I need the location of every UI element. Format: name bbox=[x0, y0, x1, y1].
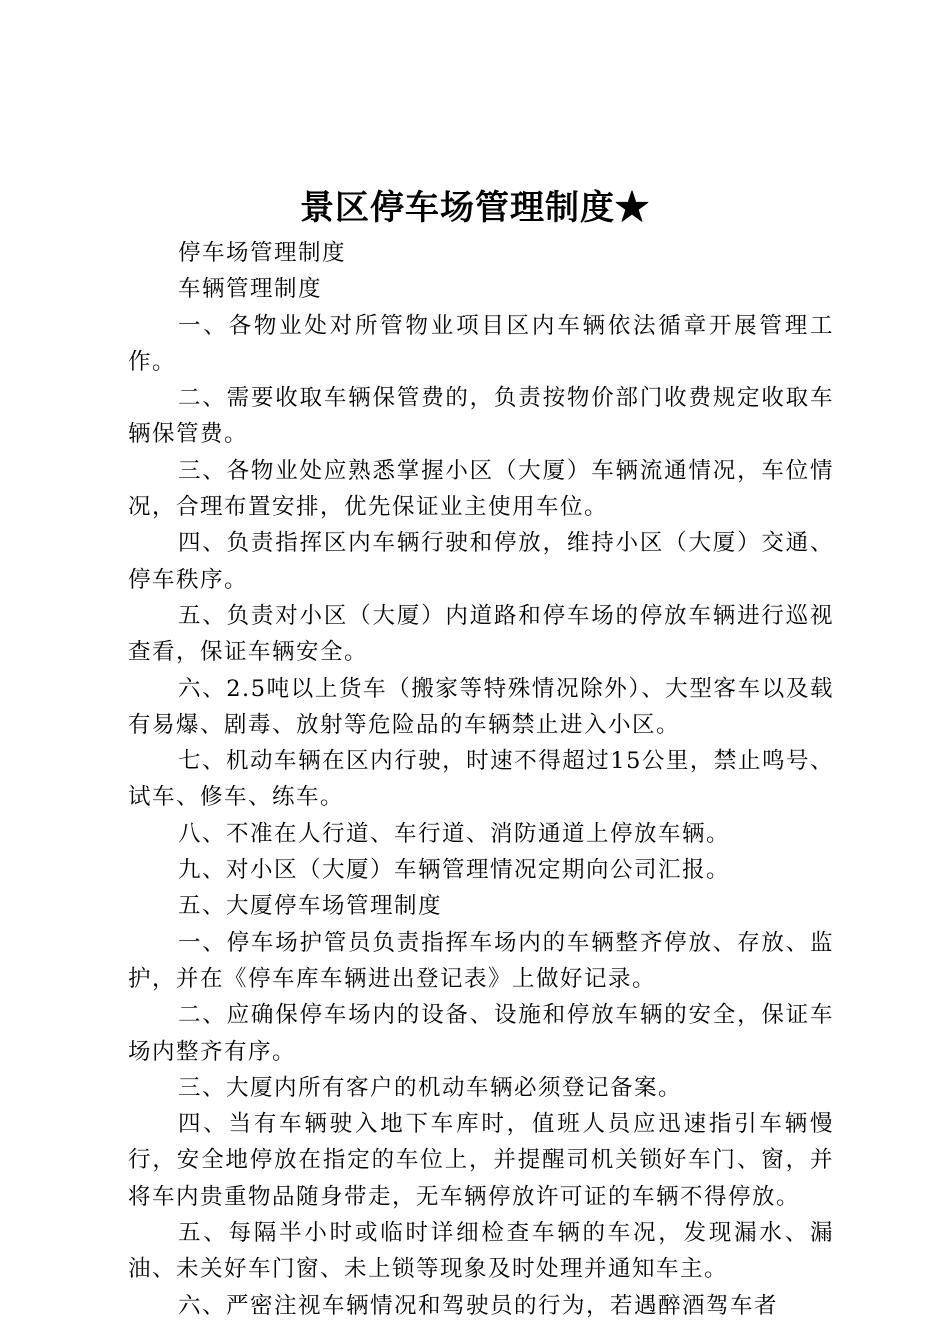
paragraph: 九、对小区（大厦）车辆管理情况定期向公司汇报。 bbox=[178, 857, 731, 884]
paragraph: 车辆管理制度 bbox=[178, 276, 323, 303]
paragraph: 七、机动车辆在区内行驶，时速不得超过15公里，禁止鸣号、试车、修车、练车。 bbox=[128, 748, 834, 811]
paragraph: 停车场管理制度 bbox=[178, 240, 347, 266]
paragraph: 一、停车场护管员负责指挥车场内的车辆整齐停放、存放、监护，并在《停车库车辆进出登记表》上做好记录。 bbox=[128, 929, 834, 992]
paragraph: 五、大厦停车场管理制度 bbox=[178, 893, 443, 920]
document-title: 景区停车场管理制度★ bbox=[300, 188, 650, 228]
paragraph: 一、各物业处对所管物业项目区内车辆依法循章开展管理工作。 bbox=[128, 312, 834, 375]
paragraph: 三、大厦内所有客户的机动车辆必须登记备案。 bbox=[178, 1074, 683, 1101]
paragraph: 五、每隔半小时或临时详细检查车辆的车况，发现漏水、漏油、未关好车门窗、未上锁等现象及时处理并通知车主。 bbox=[128, 1220, 834, 1283]
paragraph: 六、2.5吨以上货车（搬家等特殊情况除外）、大型客车以及载有易爆、剧毒、放射等危险品的车辆禁止进入小区。 bbox=[128, 675, 834, 738]
paragraph: 五、负责对小区（大厦）内道路和停车场的停放车辆进行巡视查看，保证车辆安全。 bbox=[128, 602, 834, 666]
paragraph: 六、严密注视车辆情况和驾驶员的行为，若遇醉酒驾车者 bbox=[178, 1292, 779, 1319]
paragraph: 四、当有车辆驶入地下车库时，值班人员应迅速指引车辆慢行，安全地停放在指定的车位上，并提醒司机关锁好车门、窗，并将车内贵重物品随身带走，无车辆停放许可证的车辆不得停放。 bbox=[128, 1111, 834, 1210]
paragraph: 二、应确保停车场内的设备、设施和停放车辆的安全，保证车场内整齐有序。 bbox=[128, 1002, 834, 1065]
paragraph: 四、负责指挥区内车辆行驶和停放，维持小区（大厦）交通、停车秩序。 bbox=[128, 530, 834, 593]
paragraph: 三、各物业处应熟悉掌握小区（大厦）车辆流通情况，车位情况，合理布置安排，优先保证业主使用车位。 bbox=[128, 457, 834, 521]
paragraph: 八、不准在人行道、车行道、消防通道上停放车辆。 bbox=[178, 820, 731, 847]
document-body bbox=[128, 235, 834, 1324]
paragraph: 二、需要收取车辆保管费的，负责按物价部门收费规定收取车辆保管费。 bbox=[128, 385, 834, 448]
